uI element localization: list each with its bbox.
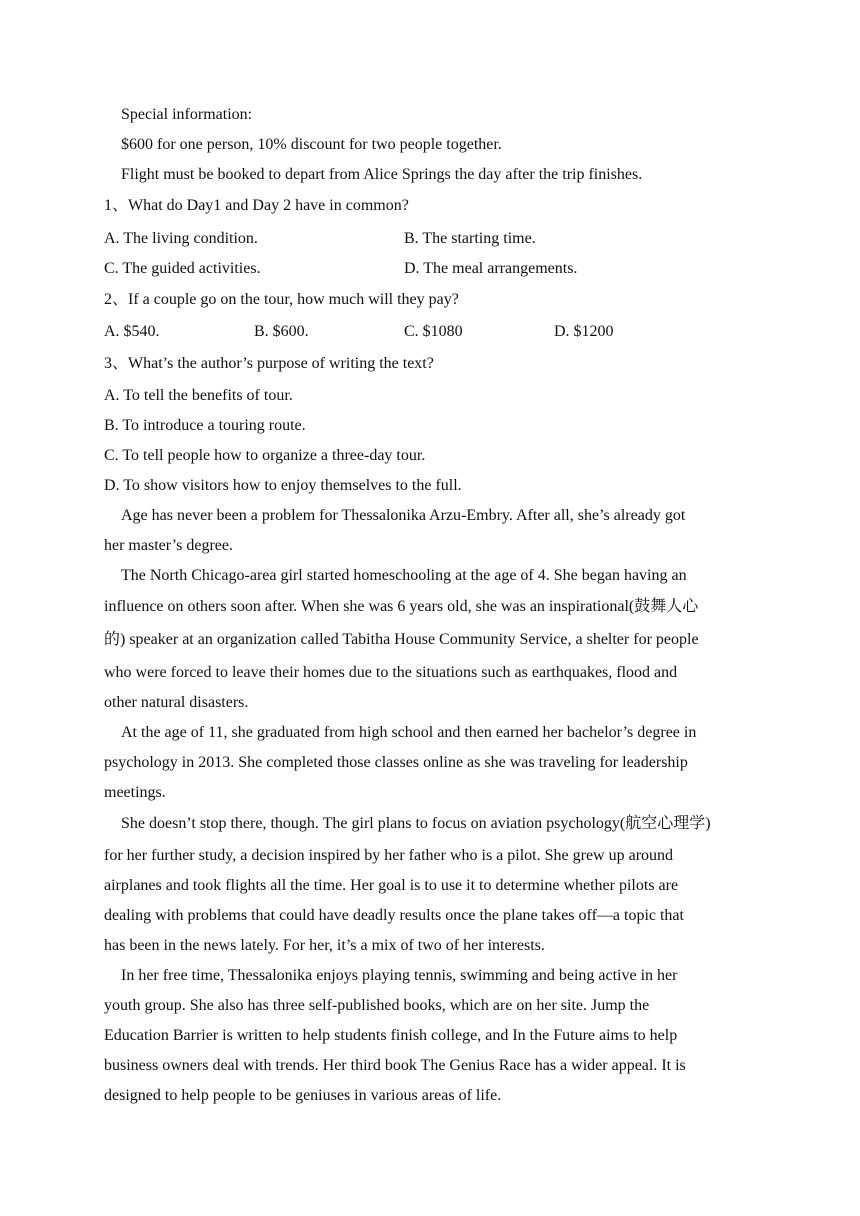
question-3-option-a: A. To tell the benefits of tour. (104, 387, 293, 404)
passage-p3-line-1: At the age of 11, she graduated from high school and then earned her bachelor’s degree in (121, 724, 697, 741)
passage-p5-line-1: In her free time, Thessalonika enjoys playing tennis, swimming and being active in her (121, 967, 678, 984)
question-2-option-c: C. $1080 (404, 323, 463, 340)
passage-p3-line-2: psychology in 2013. She completed those classes online as she was traveling for leadership (104, 754, 688, 771)
question-2-option-a: A. $540. (104, 323, 160, 340)
question-1-option-c: C. The guided activities. (104, 260, 261, 277)
question-2-option-d: D. $1200 (554, 323, 614, 340)
passage-p5-line-3: Education Barrier is written to help students finish college, and In the Future aims to help (104, 1027, 678, 1044)
passage-p4-line-5: has been in the news lately. For her, it’s a mix of two of her interests. (104, 937, 545, 954)
passage-p2-line-1: The North Chicago-area girl started homeschooling at the age of 4. She began having an (121, 567, 687, 584)
question-1-option-b: B. The starting time. (404, 230, 536, 247)
question-1-stem: 1、What do Day1 and Day 2 have in common? (104, 197, 409, 214)
passage-p2-line-3: 的) speaker at an organization called Tabitha House Community Service, a shelter for people (104, 631, 699, 648)
question-2-option-b: B. $600. (254, 323, 309, 340)
passage-p4-line-3: airplanes and took flights all the time. Her goal is to use it to determine whether pilots are (104, 877, 679, 894)
special-info-flight: Flight must be booked to depart from Alice Springs the day after the trip finishes. (121, 166, 643, 183)
passage-p5-line-5: designed to help people to be geniuses in various areas of life. (104, 1087, 502, 1104)
passage-p2-line-5: other natural disasters. (104, 694, 249, 711)
question-3-option-c: C. To tell people how to organize a three-day tour. (104, 447, 426, 464)
passage-p4-line-2: for her further study, a decision inspired by her father who is a pilot. She grew up around (104, 847, 674, 864)
question-1-option-d: D. The meal arrangements. (404, 260, 578, 277)
passage-p2-line-2: influence on others soon after. When she was 6 years old, she was an inspirational(鼓舞人心 (104, 598, 699, 615)
passage-p3-line-3: meetings. (104, 784, 166, 801)
special-info-price: $600 for one person, 10% discount for two people together. (121, 136, 502, 153)
passage-p1-line-2: her master’s degree. (104, 537, 233, 554)
question-2-stem: 2、If a couple go on the tour, how much will they pay? (104, 291, 459, 308)
question-3-option-d: D. To show visitors how to enjoy themselves to the full. (104, 477, 462, 494)
question-1-option-a: A. The living condition. (104, 230, 258, 247)
passage-p1-line-1: Age has never been a problem for Thessalonika Arzu-Embry. After all, she’s already got (121, 507, 686, 524)
question-3-stem: 3、What’s the author’s purpose of writing the text? (104, 355, 434, 372)
passage-p4-line-4: dealing with problems that could have deadly results once the plane takes off—a topic that (104, 907, 684, 924)
passage-p4-line-1: She doesn’t stop there, though. The girl plans to focus on aviation psychology(航空心理学) (121, 815, 711, 832)
passage-p2-line-4: who were forced to leave their homes due to the situations such as earthquakes, flood and (104, 664, 678, 681)
passage-p5-line-4: business owners deal with trends. Her third book The Genius Race has a wider appeal. It is (104, 1057, 686, 1074)
special-info-heading: Special information: (121, 106, 253, 123)
passage-p5-line-2: youth group. She also has three self-published books, which are on her site. Jump the (104, 997, 650, 1014)
question-3-option-b: B. To introduce a touring route. (104, 417, 306, 434)
